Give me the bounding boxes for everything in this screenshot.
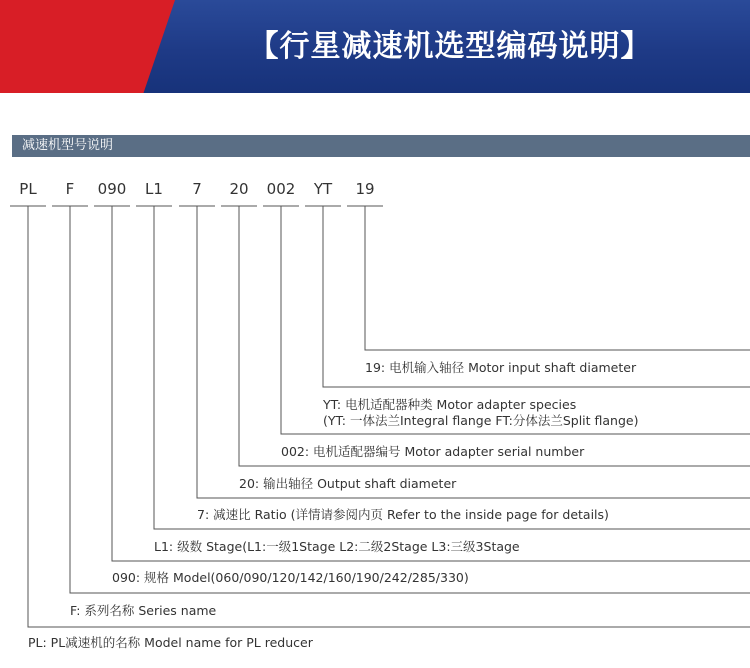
- label-090: 090: 规格 Model(060/090/120/142/160/190/242/285/330): [112, 570, 469, 585]
- code-f: F: [65, 180, 75, 198]
- leader-19: [365, 206, 750, 350]
- code-yt: YT: [313, 180, 333, 198]
- code-l1: L1: [145, 180, 163, 198]
- label-7: 7: 减速比 Ratio (详情请参阅内页 Refer to the inside page for details): [197, 507, 609, 522]
- code-pl: PL: [19, 180, 37, 198]
- code-7: 7: [192, 180, 202, 198]
- label-l1: L1: 级数 Stage(L1:一级1Stage L2:二级2Stage L3:三级3Stage: [154, 539, 520, 554]
- label-20: 20: 输出轴径 Output shaft diameter: [239, 476, 457, 491]
- label-yt-detail: (YT: 一体法兰Integral flange FT:分体法兰Split flange): [323, 413, 639, 428]
- code-090: 090: [97, 180, 127, 198]
- banner-title: 【行星减速机选型编码说明】: [248, 29, 652, 64]
- label-yt: YT: 电机适配器种类 Motor adapter species: [323, 397, 577, 412]
- section-title: 减速机型号说明: [22, 138, 114, 153]
- code-002: 002: [266, 180, 296, 198]
- code-19: 19: [355, 180, 375, 198]
- label-002: 002: 电机适配器编号 Motor adapter serial number: [281, 444, 585, 459]
- label-pl: PL: PL减速机的名称 Model name for PL reducer: [28, 635, 313, 650]
- code-20: 20: [229, 180, 249, 198]
- label-f: F: 系列名称 Series name: [70, 603, 217, 618]
- label-19: 19: 电机输入轴径 Motor input shaft diameter: [365, 360, 637, 375]
